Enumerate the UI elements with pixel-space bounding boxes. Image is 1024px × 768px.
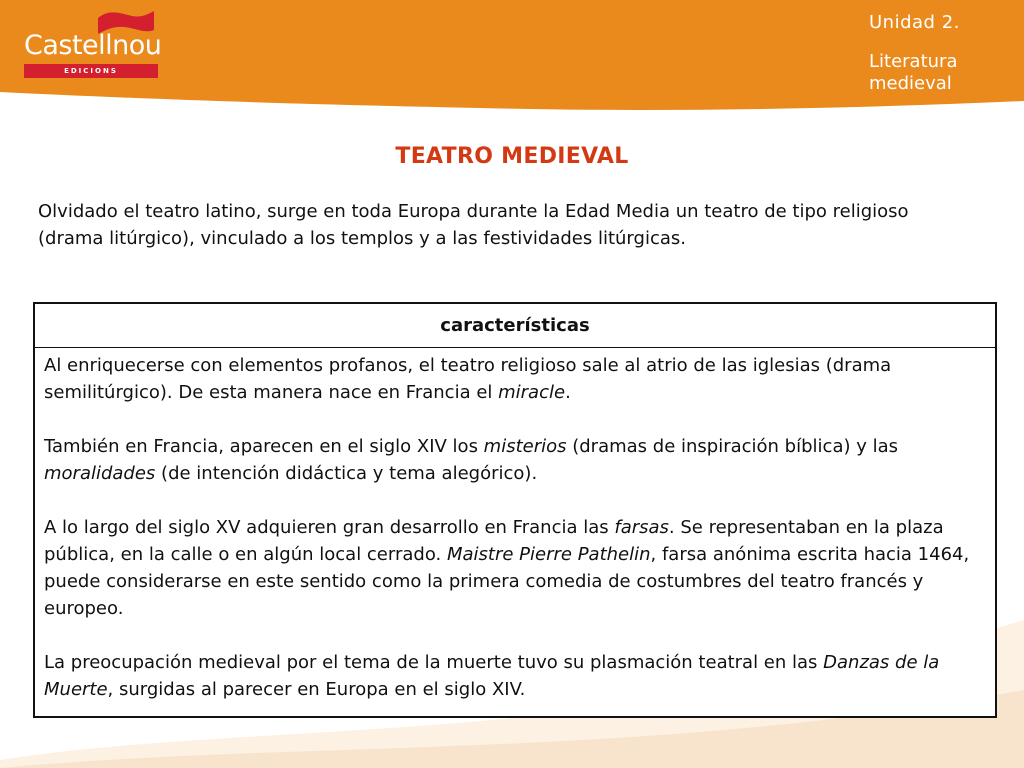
castellnou-logo[interactable] xyxy=(22,8,162,80)
text-run: , surgidas al parecer en Europa en el siglo XIV. xyxy=(107,679,526,700)
italic-term: Maistre Pierre Pathelin xyxy=(446,544,651,565)
italic-term: Danzas de la Muerte xyxy=(44,652,940,700)
text-run: (de intención didáctica y tema alegórico). xyxy=(155,463,538,484)
unit-info xyxy=(869,12,1019,95)
text-run: La preocupación medieval por el tema de la muerte tuvo su plasmación teatral en las xyxy=(44,652,824,673)
text-run: Al enriquecerse con elementos profanos, el teatro religioso sale al atrio de las iglesias (drama semilitúrgico). De esta manera nace en Francia el xyxy=(44,355,892,403)
characteristics-table xyxy=(33,302,997,718)
paragraph-miracle xyxy=(44,352,986,406)
table-body xyxy=(35,348,995,703)
text-run: . Se representaban en la plaza pública, en la calle o en algún local cerrado. xyxy=(44,517,944,565)
logo-subbar xyxy=(24,64,158,78)
unit-subtitle: Literatura medieval xyxy=(869,51,958,94)
text-run: , farsa anónima escrita hacia 1464, puede considerarse en este sentido como la primera comedia de costumbres del teatro francés y europeo. xyxy=(44,544,970,619)
unit-title: Unidad 2. xyxy=(869,12,960,33)
italic-term: moralidades xyxy=(44,463,156,484)
paragraph-danzas xyxy=(44,649,986,703)
paragraph-misterios xyxy=(44,433,986,487)
page-title: TEATRO MEDIEVAL xyxy=(395,144,629,169)
italic-term: misterios xyxy=(483,436,567,457)
logo-subtitle: EDICIONS xyxy=(64,67,118,75)
italic-term: miracle xyxy=(498,382,566,403)
table-header: características xyxy=(35,304,995,348)
italic-term: farsas xyxy=(614,517,669,538)
text-run: También en Francia, aparecen en el siglo XIV los xyxy=(44,436,484,457)
intro-paragraph: Olvidado el teatro latino, surge en toda Europa durante la Edad Media un teatro de tipo religioso (drama litúrgico), vinculado a los templos y a las festividades litúrgicas. xyxy=(38,201,909,249)
text-run: A lo largo del siglo XV adquieren gran desarrollo en Francia las xyxy=(44,517,615,538)
text-run: (dramas de inspiración bíblica) y las xyxy=(566,436,898,457)
text-run: . xyxy=(565,382,571,403)
logo-wordmark: Castellnou xyxy=(24,30,162,61)
paragraph-farsas xyxy=(44,514,986,622)
